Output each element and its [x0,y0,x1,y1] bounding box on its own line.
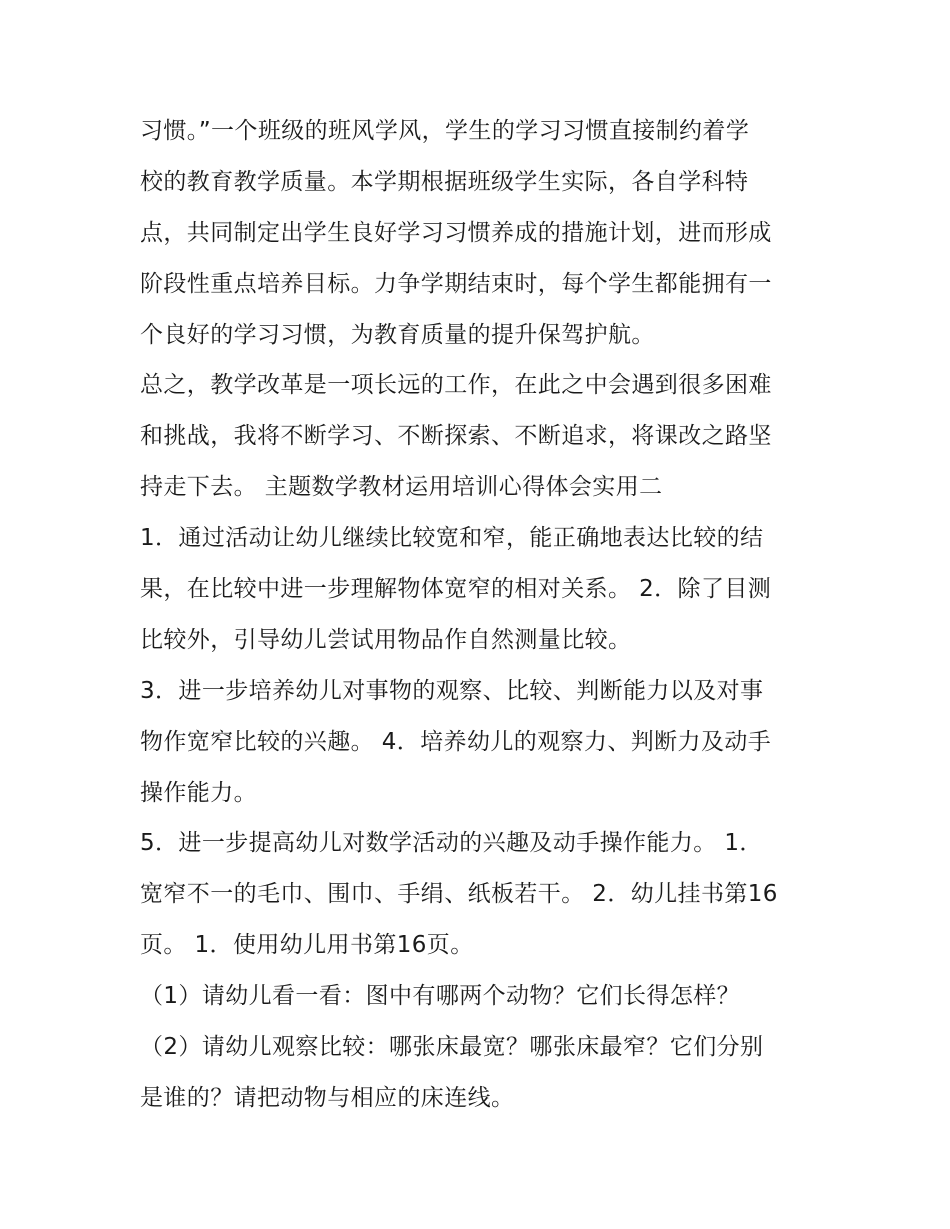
text-line: 1．通过活动让幼儿继续比较宽和窄，能正确地表达比较的结 [140,525,764,552]
text-line: 物作宽窄比较的兴趣。 4．培养幼儿的观察力、判断力及动手 [140,728,772,755]
document-body [140,106,820,1124]
text-line: 点，共同制定出学生良好学习习惯养成的措施计划，进而形成 [140,219,772,246]
text-line: 操作能力。 [140,779,257,806]
text-line: 页。 1．使用幼儿用书第16页。 [140,932,474,959]
text-line: 和挑战，我将不断学习、不断探索、不断追求，将课改之路坚 [140,423,772,450]
text-line: （2）请幼儿观察比较：哪张床最宽？哪张床最窄？它们分别 [140,1034,764,1061]
text-line: 是谁的？请把动物与相应的床连线。 [140,1084,515,1111]
text-line: 果，在比较中进一步理解物体宽窄的相对关系。 2．除了目测 [140,576,772,603]
text-line: 宽窄不一的毛巾、围巾、手绢、纸板若干。 2．幼儿挂书第16 [140,881,778,908]
text-line: 总之，教学改革是一项长远的工作，在此之中会遇到很多困难 [140,372,772,399]
text-line: 比较外，引导幼儿尝试用物品作自然测量比较。 [140,626,632,653]
text-line: 校的教育教学质量。本学期根据班级学生实际，各自学科特 [140,168,749,195]
text-line: 5．进一步提高幼儿对数学活动的兴趣及动手操作能力。 1． [140,830,763,857]
text-line: 阶段性重点培养目标。力争学期结束时，每个学生都能拥有一 [140,270,772,297]
text-line: 3．进一步培养幼儿对事物的观察、比较、判断能力以及对事 [140,677,764,704]
text-line: （1）请幼儿看一看：图中有哪两个动物？它们长得怎样？ [140,983,741,1010]
text-line: 习惯。”一个班级的班风学风，学生的学习习惯直接制约着学 [140,118,750,144]
text-line: 个良好的学习习惯，为教育质量的提升保驾护航。 [140,321,655,348]
text-line: 持走下去。 主题数学教材运用培训心得体会实用二 [140,474,663,501]
